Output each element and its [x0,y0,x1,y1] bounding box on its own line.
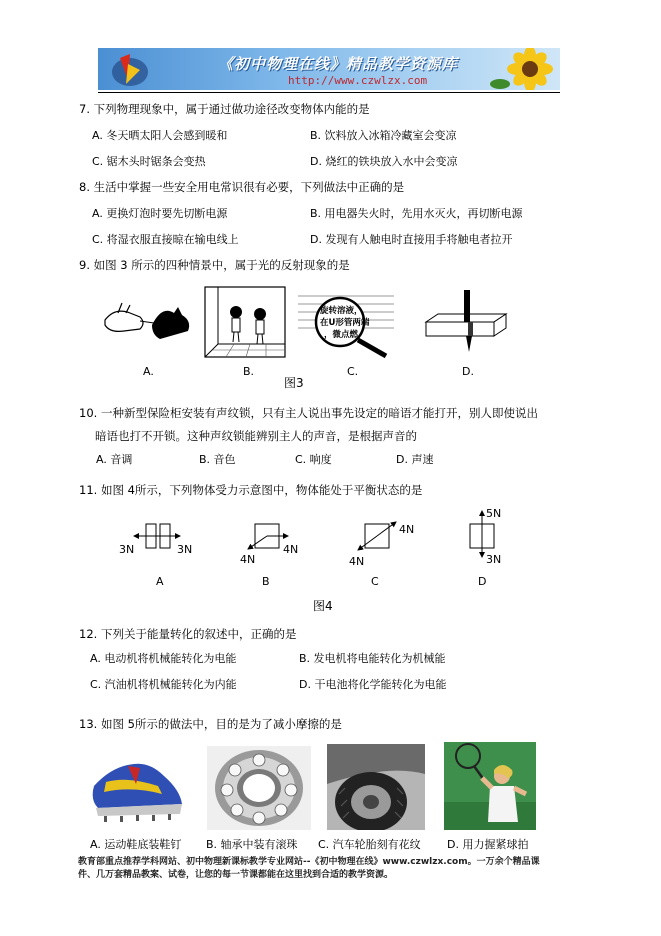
fig3-label-c: C. [347,365,359,378]
fig4d-top-force: 5N [486,507,502,520]
tennis-player-photo [444,742,536,830]
question-7-stem: 7. 下列物理现象中，属于通过做功途径改变物体内能的是 [79,102,370,116]
fig4b-left-force: 4N [240,553,256,566]
magnifier-text-2: 在U形管两端 [320,318,370,328]
fig4-label-c: C [371,575,379,588]
figure-4-force-diagrams [120,505,540,575]
page-footer [78,856,598,882]
q8-option-d[interactable]: D. 发现有人触电时直接用手将触电者拉开 [310,233,513,246]
fig4a-right-force: 3N [177,543,193,556]
q7-option-c[interactable]: C. 锯木头时锯条会变热 [92,155,206,168]
fig3-label-d: D. [462,365,474,378]
q8-option-b[interactable]: B. 用电器失火时，先用水灭火，再切断电源 [310,207,523,220]
header-rule [98,92,560,93]
fig4a-left-force: 3N [119,543,135,556]
q7-option-b[interactable]: B. 饮料放入冰箱冷藏室会变凉 [310,129,457,142]
q12-option-c[interactable]: C. 汽油机将机械能转化为内能 [90,678,237,691]
q10-option-a[interactable]: A. 音调 [96,453,133,466]
q7-option-d[interactable]: D. 烧红的铁块放入水中会变凉 [310,155,458,168]
q10-option-c[interactable]: C. 响度 [295,453,332,466]
figure-4-caption: 图4 [313,599,333,613]
footer-line-1: 教育部重点推荐学科网站、初中物理新课标教学专业网站--《初中物理在线》www.czwlzx.com。一万余个精品课 [78,857,540,867]
ball-bearing-photo [207,746,311,830]
banner-title: 《初中物理在线》精品教学资源库 [218,55,459,73]
question-11-stem: 11. 如图 4所示，下列物体受力示意图中，物体能处于平衡状态的是 [79,483,423,497]
q12-option-a[interactable]: A. 电动机将机械能转化为电能 [90,652,237,665]
question-10-stem-line2: 暗语也打不开锁。这种声纹锁能辨别主人的声音，是根据声音的 [95,429,417,443]
q12-option-b[interactable]: B. 发电机将电能转化为机械能 [299,652,446,665]
q13-option-a[interactable]: A. 运动鞋底装鞋钉 [90,838,182,851]
q12-option-d[interactable]: D. 干电池将化学能转化为电能 [299,678,447,691]
figure-3-caption: 图3 [284,376,304,390]
fig3-hand-shadow-image [100,295,200,355]
fig4c-top-force: 4N [399,523,415,536]
question-12-stem: 12. 下列关于能量转化的叙述中，正确的是 [79,627,297,641]
question-10-stem-line1: 10. 一种新型保险柜安装有声纹锁，只有主人说出事先设定的暗语才能打开，别人即使说出 [79,406,538,420]
fig4b-right-force: 4N [283,543,299,556]
q7-option-a[interactable]: A. 冬天晒太阳人会感到暖和 [92,129,228,142]
magnifier-text-1: 旋转溶液， [320,306,363,316]
spiked-shoe-photo [88,746,188,830]
fig3-label-a: A. [143,365,154,378]
fig3-label-b: B. [243,365,255,378]
question-8-stem: 8. 生活中掌握一些安全用电常识很有必要，下列做法中正确的是 [79,180,405,194]
fig4c-bottom-force: 4N [349,555,365,568]
q10-option-d[interactable]: D. 声速 [396,453,434,466]
fig4-label-a: A [156,575,164,588]
fig3-mirror-image [204,286,286,358]
fig4-label-b: B [262,575,270,588]
magnifier-text-3: ，微点燃 [324,330,359,340]
sunflower-icon [490,48,560,90]
header-banner [98,48,560,90]
question-13-stem: 13. 如图 5所示的做法中，目的是为了减小摩擦的是 [79,717,342,731]
banner-url[interactable]: http://www.czwlzx.com [288,74,428,87]
q13-option-d[interactable]: D. 用力握紧球拍 [447,838,529,851]
fig3-magnifier-image [294,290,404,360]
q8-option-a[interactable]: A. 更换灯泡时要先切断电源 [92,207,228,220]
fig3-pen-in-block-image [424,288,508,360]
footer-line-2: 件、几万套精品教案、试卷，让您的每一节课都能在这里找到合适的教学资源。 [78,870,394,880]
question-9-stem: 9. 如图 3 所示的四种情景中，属于光的反射现象的是 [79,258,350,272]
q13-option-b[interactable]: B. 轴承中装有滚珠 [206,838,298,851]
q8-option-c[interactable]: C. 将湿衣服直接晾在输电线上 [92,233,239,246]
fig4-label-d: D [478,575,487,588]
fig4d-bottom-force: 3N [486,553,502,566]
site-logo-icon [106,50,150,88]
q13-option-c[interactable]: C. 汽车轮胎刻有花纹 [318,838,421,851]
q10-option-b[interactable]: B. 音色 [199,453,236,466]
car-tire-photo [327,744,425,830]
